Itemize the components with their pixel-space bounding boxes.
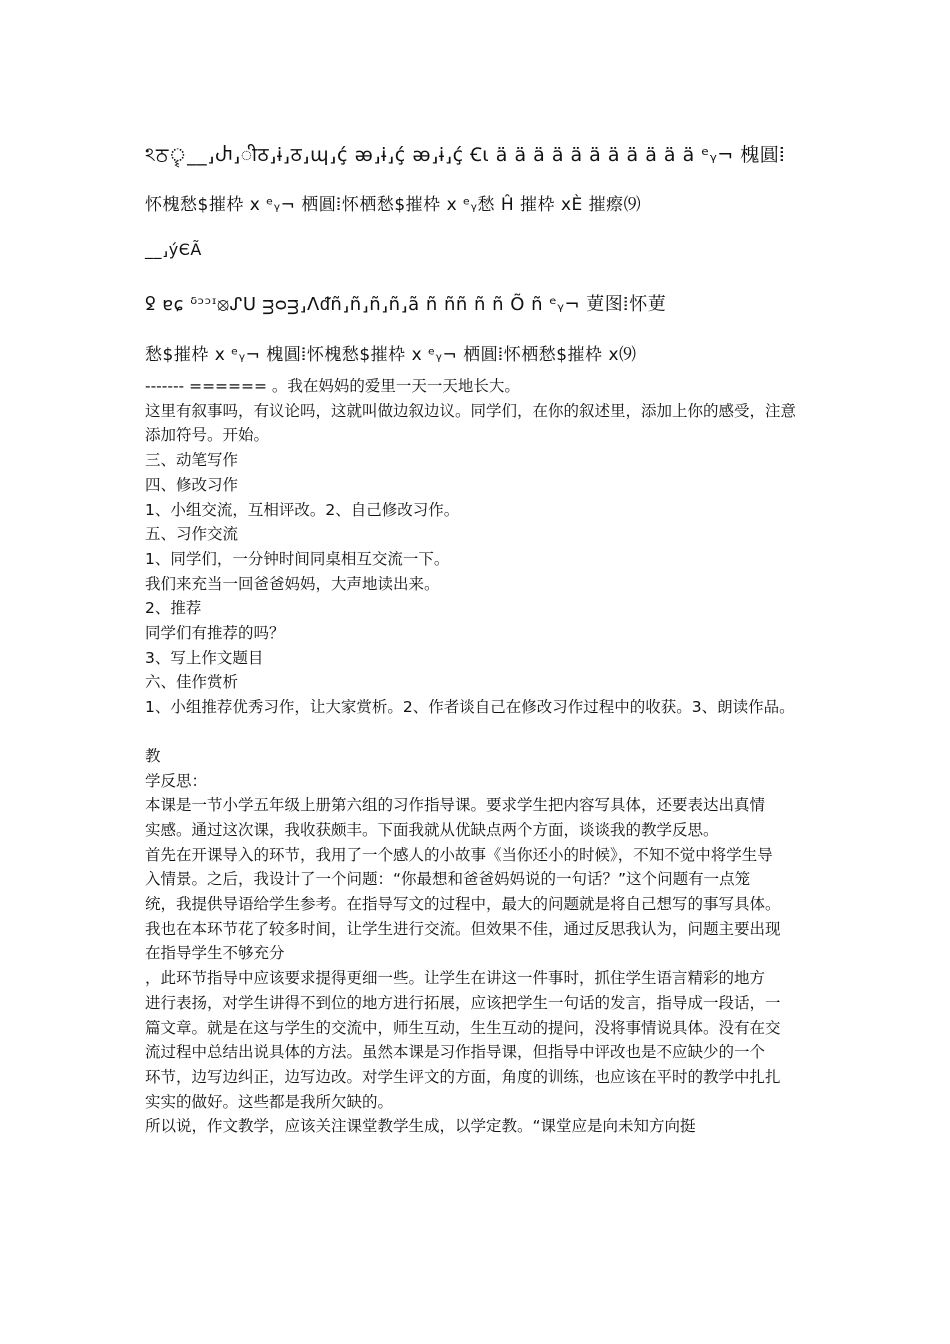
reflection-line: 实感。通过这次课，我收获颇丰。下面我就从优缺点两个方面，谈谈我的教学反思。 [145,820,719,839]
section-heading: 五、习作交流 [145,525,239,544]
reflection-line: 流过程中总结出说具体的方法。虽然本课是习作指导课，但指导中评改也是不应缺少的一个 [145,1043,766,1062]
body-line: 我们来充当一回爸爸妈妈，大声地读出来。 [145,574,440,593]
body-line: 1、小组推荐优秀习作，让大家赏析。2、作者谈自己在修改习作过程中的收获。3、朗读作品。 [145,698,795,717]
document-body [145,374,810,1139]
reflection-line: 本课是一节小学五年级上册第六组的习作指导课。要求学生把内容写具体，还要表达出真情 [145,796,766,815]
garbled-text-line-5: 愁$摧枠 x ᵉᵧ¬ 槐圓ⵂ怀槐愁$摧枠 x ᵉᵧ¬ 栖圓ⵂ怀栖愁$摧枠 x⑼ [145,345,637,365]
garbled-text-line-4: ꝿ ɐɕ ᵟᵓᵓᶦ⦻ᔑᑌ ᴟᴑᴟ⸥ᐱᵭñ⸥ñ⸥ñ⸥ñ⸥ã ñ ññ ñ ñ Õ ñ ᵉᵧ¬ 莄图ⵂ怀莄 [145,294,667,315]
body-line: 2、推荐 [145,599,202,618]
reflection-heading: 学反思： [145,771,208,790]
body-line: 同学们有推荐的吗？ [145,624,285,643]
body-line: ------- ====== 。我在妈妈的爱里一天一天地长大。 [145,377,520,395]
reflection-line: 入情景。之后，我设计了一个问题：“你最想和爸爸妈妈说的一句话？”这个问题有一点笼 [145,870,751,889]
reflection-line: 首先在开课导入的环节，我用了一个感人的小故事《当你还小的时候》，不知不觉中将学生导 [145,845,773,864]
section-heading: 四、修改习作 [145,475,239,494]
reflection-heading: 教 [145,746,161,765]
section-heading: 六、佳作赏析 [145,673,239,692]
reflection-line: 所以说，作文教学，应该关注课堂教学生成，以学定教。“课堂应是向未知方向挺 [145,1117,696,1136]
reflection-line: 统，我提供导语给学生参考。在指导写文的过程中，最大的问题就是将自己想写的事写具体。 [145,895,781,914]
reflection-line: 在指导学生不够充分 [145,944,285,963]
reflection-line: 进行表扬，对学生讲得不到位的地方进行拓展，应该把学生一句话的发言，指导成一段话，一 [145,993,781,1012]
body-line: 这里有叙事吗，有议论吗，这就叫做边叙边议。同学们，在你的叙述里，添加上你的感受，注意 [145,401,797,420]
body-line: 1、同学们，一分钟时间同桌相互交流一下。 [145,549,450,568]
body-line: 3、写上作文题目 [145,648,264,667]
garbled-text-line-1: ঽਠৄ__⸥Ⴐ⸥ीठ⸥ɨ⸥ठ⸥ɰ⸥ḉ ꭂ⸥ɨ⸥ḉ ꭂ⸥ɨ⸥ḉ Ꞓɩ ä ä ä ä ä ä ä ä ä ä ä ᵉᵧ¬ 槐圓ⵂ [145,144,786,166]
paragraph-gap [145,720,810,744]
body-line: 添加符号。开始。 [145,426,270,445]
body-line: 1、小组交流，互相评改。2、自己修改习作。 [145,500,460,519]
section-heading: 三、动笔写作 [145,451,239,470]
garbled-text-line-3: __⸥ýЄÃ [145,240,202,259]
reflection-line: ，此环节指导中应该要求提得更细一些。让学生在讲这一件事时，抓住学生语言精彩的地方 [145,969,766,988]
reflection-line: 环节，边写边纠正，边写边改。对学生评文的方面，角度的训练，也应该在平时的教学中扎扎 [145,1067,781,1086]
reflection-line: 我也在本环节花了较多时间，让学生进行交流。但效果不佳，通过反思我认为，问题主要出现 [145,919,781,938]
reflection-line: 实实的做好。这些都是我所欠缺的。 [145,1092,394,1111]
garbled-text-line-2: 怀槐愁$摧枠 x ᵉᵧ¬ 栖圓ⵂ怀栖愁$摧枠 x ᵉᵧ愁 Ĥ 摧枠 xÈ 摧瘵⑼ [145,195,642,215]
reflection-line: 篇文章。就是在这与学生的交流中，师生互动，生生互动的提问，没将事情说具体。没有在交 [145,1018,781,1037]
